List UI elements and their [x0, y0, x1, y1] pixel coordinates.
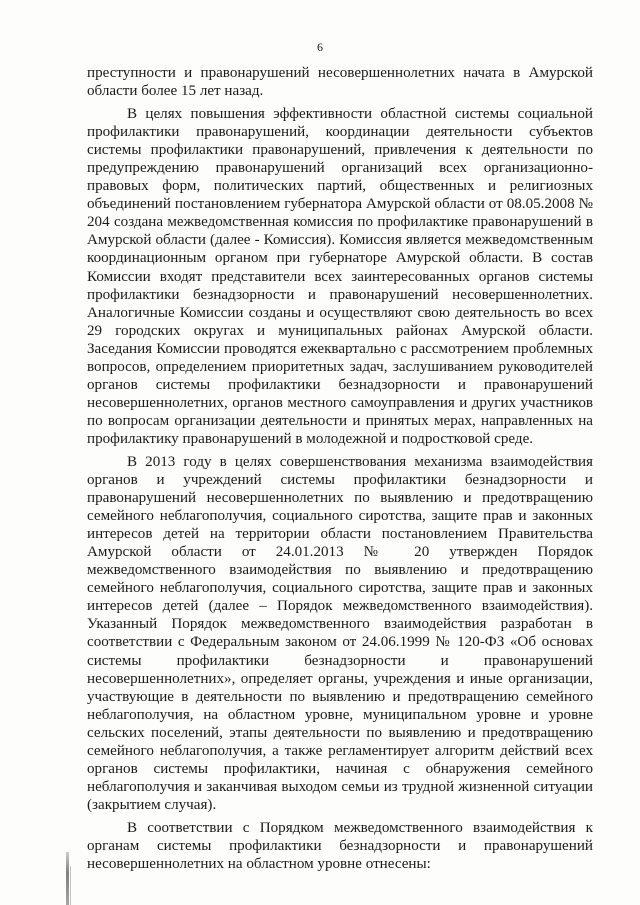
scan-binding-mark: [66, 852, 69, 905]
paragraph-continuation: преступности и правонарушений несовершеннолетних начата в Амурской области более 15 лет назад.: [87, 65, 593, 100]
document-body: [87, 64, 593, 878]
paragraph-commission: В целях повышения эффективности областной системы социальной профилактики правонарушений, координации деятельности субъектов системы профилактики правонарушений, привлечения к деятельности по предупреждению правонарушений организаций всех организационно-правовых форм, политических партий, общественных и религиозных объединений постановлением губернатора Амурской области от 08.05.2008 № 204 создана межведомственная комиссия по профилактике правонарушений в Амурской области (далее - Комиссия). Комиссия является межведомственным координационным органом при губернаторе Амурской области. В состав Комиссии входят представители всех заинтересованных органов системы профилактики безнадзорности и правонарушений несовершеннолетних. Аналогичные Комиссии созданы и осуществляют свою деятельность во всех 29 городских округах и муниципальных районах Амурской области. Заседания Комиссии проводятся ежеквартально с рассмотрением проблемных вопросов, определением приоритетных задач, заслушиванием руководителей органов системы профилактики безнадзорности и правонарушений несовершеннолетних, органов местного самоуправления и других участников по вопросам организации деятельности и принятых мерах, направленных на профилактику правонарушений в молодежной и подростковой среде.: [87, 106, 593, 447]
page-number: 6: [317, 40, 323, 54]
paragraph-interaction-procedure: В 2013 году в целях совершенствования механизма взаимодействия органов и учреждений системы профилактики безнадзорности и правонарушений несовершеннолетних по выявлению и предотвращению семейного неблагополучия, социального сиротства, защите прав и законных интересов детей на территории области постановлением Правительства Амурской области от 24.01.2013 № 20 утвержден Порядок межведомственного взаимодействия по выявлению и предотвращению семейного неблагополучия, социального сиротства, защите прав и законных интересов детей (далее – Порядок межведомственного взаимодействия). Указанный Порядок межведомственного взаимодействия разработан в соответствии с Федеральным законом от 24.06.1999 № 120-ФЗ «Об основах системы профилактики безнадзорности и правонарушений несовершеннолетних», определяет органы, учреждения и иные организации, участвующие в деятельности по выявлению и предотвращению семейного неблагополучия, на областном уровне, муниципальном уровне и уровне сельских поселений, этапы деятельности по выявлению и предотвращению семейного неблагополучия, а также регламентирует алгоритм действий всех органов системы профилактики, начиная с обнаружения семейного неблагополучия и заканчивая выходом семьи из трудной жизненной ситуации (закрытием случая).: [87, 453, 593, 813]
scan-binding-mark-secondary: [70, 866, 71, 905]
paragraph-regional-bodies: В соответствии с Порядком межведомственного взаимодействия к органам системы профилактики безнадзорности и правонарушений несовершеннолетних на областном уровне отнесены:: [87, 819, 593, 873]
